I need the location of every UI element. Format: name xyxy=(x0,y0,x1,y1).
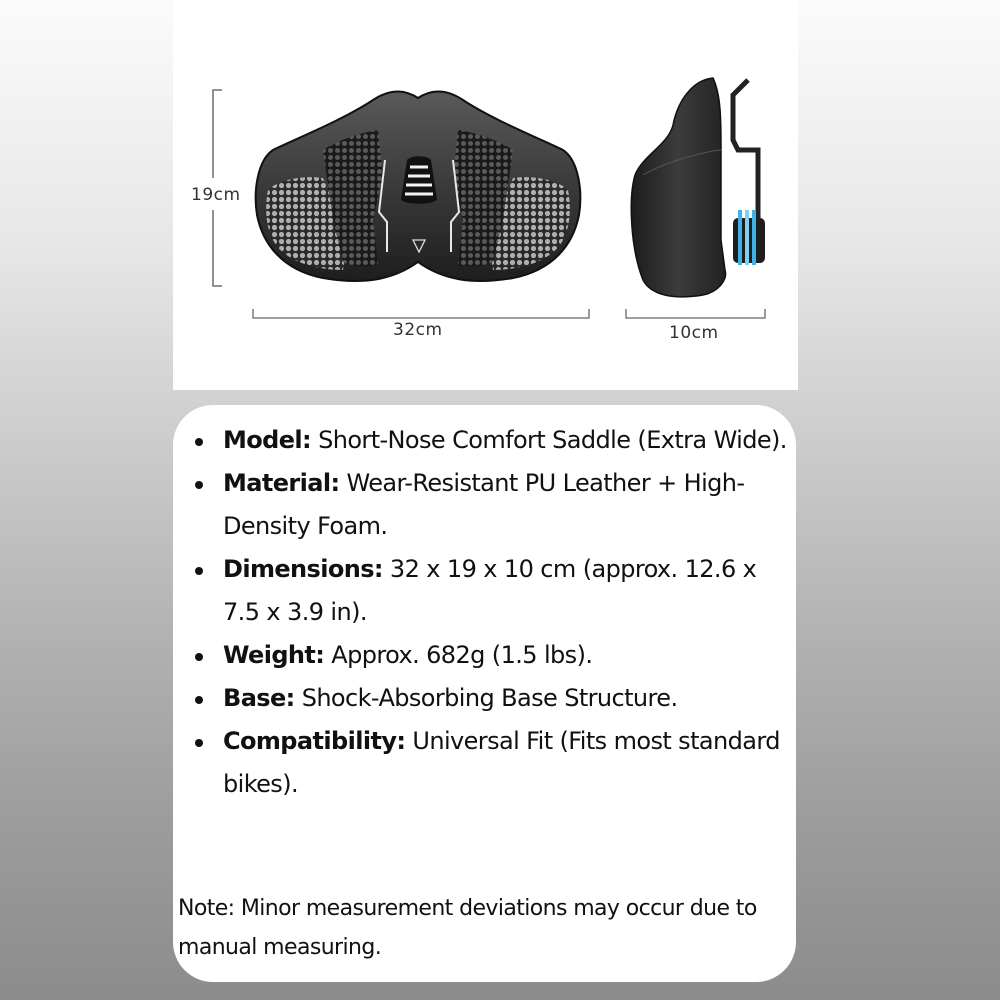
spec-key: Dimensions: xyxy=(223,555,383,583)
spec-item-compatibility xyxy=(223,720,793,806)
spec-value: Short-Nose Comfort Saddle (Extra Wide). xyxy=(318,426,787,454)
width-dimension-line xyxy=(253,309,589,318)
depth-dimension-line xyxy=(626,309,765,318)
spec-value: Wear-Resistant PU Leather + High-Density Foam. xyxy=(223,469,745,540)
depth-label: 10cm xyxy=(669,323,719,343)
spec-key: Model: xyxy=(223,426,312,454)
height-label: 19cm xyxy=(191,185,241,205)
spec-key: Compatibility: xyxy=(223,727,406,755)
spec-key: Weight: xyxy=(223,641,325,669)
spec-key: Material: xyxy=(223,469,340,497)
spec-key: Base: xyxy=(223,684,295,712)
spec-value: Shock-Absorbing Base Structure. xyxy=(301,684,678,712)
spec-item-dimensions xyxy=(223,548,793,634)
spec-value: Approx. 682g (1.5 lbs). xyxy=(331,641,593,669)
spec-value: 32 x 19 x 10 cm (approx. 12.6 x 7.5 x 3.9 in). xyxy=(223,555,757,626)
product-image-panel xyxy=(173,0,798,390)
spec-item-base xyxy=(223,677,793,720)
spec-item-model xyxy=(223,419,793,462)
spec-list xyxy=(223,419,793,806)
spec-item-weight xyxy=(223,634,793,677)
width-label: 32cm xyxy=(393,320,443,340)
spring-accent xyxy=(738,210,742,265)
spec-card xyxy=(173,405,796,982)
saddle-side-view xyxy=(631,78,765,297)
measurement-note: Note: Minor measurement deviations may occur due to manual measuring. xyxy=(178,896,757,960)
saddle-top-view xyxy=(256,91,581,281)
spec-item-material xyxy=(223,462,793,548)
spec-value: Universal Fit (Fits most standard bikes). xyxy=(223,727,780,798)
